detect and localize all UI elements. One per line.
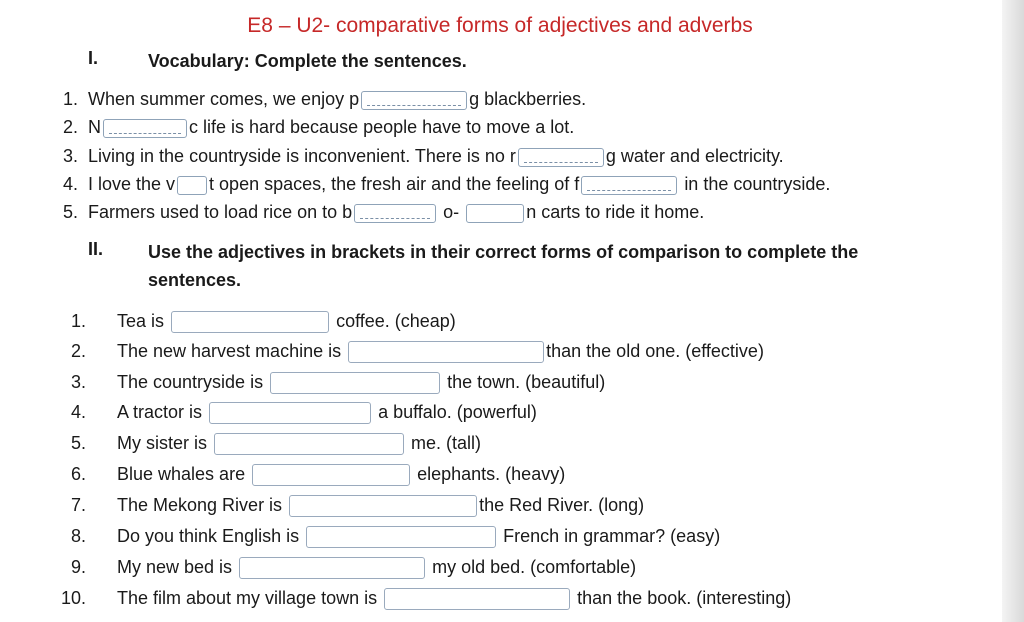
vocab-item-number: 4. xyxy=(62,174,78,194)
page-edge-shadow xyxy=(1002,0,1024,622)
comparison-item-1 xyxy=(60,308,990,334)
comparison-answer-box[interactable] xyxy=(289,495,477,517)
comparison-item-text: elephants. (heavy) xyxy=(417,464,566,484)
comparison-item-text: the Red River. (long) xyxy=(479,495,645,515)
comparison-item-text: The film about my village town is xyxy=(117,588,378,608)
comparison-item-text: The Mekong River is xyxy=(117,495,283,515)
comparison-item-text: the town. (beautiful) xyxy=(447,372,606,392)
vocab-item-1 xyxy=(50,86,990,112)
comparison-item-5 xyxy=(60,430,990,456)
comparison-item-3 xyxy=(60,369,990,395)
comparison-item-number: 1. xyxy=(70,311,86,331)
vocab-item-number: 1. xyxy=(62,89,78,109)
vocab-answer-box[interactable] xyxy=(361,91,467,110)
comparison-item-number: 4. xyxy=(70,402,86,422)
vocab-item-text: g water and electricity. xyxy=(605,146,784,166)
comparison-answer-box[interactable] xyxy=(270,372,440,394)
comparison-item-text: than the book. (interesting) xyxy=(577,588,792,608)
vocab-answer-box[interactable] xyxy=(177,176,207,195)
comparison-item-2 xyxy=(60,338,990,364)
vocab-item-text: c life is hard because people have to move a lot. xyxy=(189,117,575,137)
comparison-item-text: than the old one. (effective) xyxy=(546,341,764,361)
comparison-answer-box[interactable] xyxy=(171,311,329,333)
worksheet-title: E8 – U2- comparative forms of adjectives and adverbs xyxy=(247,14,753,37)
vocab-item-2 xyxy=(50,114,990,140)
vocab-answer-box[interactable] xyxy=(581,176,677,195)
comparison-answer-box[interactable] xyxy=(348,341,544,363)
comparison-item-text: The new harvest machine is xyxy=(117,341,342,361)
vocab-item-text: o- xyxy=(443,202,460,222)
vocab-item-5 xyxy=(50,199,990,225)
comparison-item-8 xyxy=(60,523,990,549)
vocab-item-text: When summer comes, we enjoy p xyxy=(88,89,360,109)
comparison-item-4 xyxy=(60,399,990,425)
vocab-item-text: N xyxy=(88,117,101,137)
comparison-item-text: coffee. (cheap) xyxy=(336,311,456,331)
comparison-item-number: 7. xyxy=(70,495,86,515)
comparison-answer-box[interactable] xyxy=(209,402,371,424)
comparison-item-number: 5. xyxy=(70,433,86,453)
vocab-item-text: I love the v xyxy=(88,174,176,194)
comparison-item-number: 2. xyxy=(70,341,86,361)
comparison-item-number: 10. xyxy=(60,588,86,608)
vocab-item-text: g blackberries. xyxy=(469,89,587,109)
vocab-item-text: Living in the countryside is inconvenient. There is no r xyxy=(88,146,516,166)
comparison-item-text: me. (tall) xyxy=(411,433,482,453)
comparison-item-text: a buffalo. (powerful) xyxy=(378,402,537,422)
vocab-answer-box[interactable] xyxy=(354,204,436,223)
section-2-header xyxy=(88,239,948,295)
comparison-item-6 xyxy=(60,461,990,487)
comparison-item-text: A tractor is xyxy=(117,402,203,422)
vocab-item-text: Farmers used to load rice on to b xyxy=(88,202,353,222)
vocab-item-number: 5. xyxy=(62,202,78,222)
comparison-item-text: My sister is xyxy=(117,433,207,453)
comparison-item-text: my old bed. (comfortable) xyxy=(432,557,637,577)
vocab-answer-box[interactable] xyxy=(518,148,604,167)
comparison-answer-box[interactable] xyxy=(306,526,496,548)
comparison-item-text: My new bed is xyxy=(117,557,233,577)
vocab-item-number: 2. xyxy=(62,117,78,137)
comparison-item-9 xyxy=(60,554,990,580)
comparison-item-text: The countryside is xyxy=(117,372,264,392)
section-1-header xyxy=(88,48,888,75)
vocab-item-4 xyxy=(50,171,1000,197)
comparison-item-number: 3. xyxy=(70,372,86,392)
vocab-item-text: n carts to ride it home. xyxy=(526,202,705,222)
section-2-heading: sentences. xyxy=(148,270,242,290)
comparison-item-number: 8. xyxy=(70,526,86,546)
section-2-roman: II. xyxy=(88,239,104,259)
vocab-answer-box[interactable] xyxy=(103,119,187,138)
section-2-heading: Use the adjectives in brackets in their correct forms of comparison to complete the xyxy=(148,242,859,262)
vocab-item-number: 3. xyxy=(62,146,78,166)
comparison-answer-box[interactable] xyxy=(252,464,410,486)
vocab-item-text: t open spaces, the fresh air and the feeling of f xyxy=(209,174,580,194)
comparison-answer-box[interactable] xyxy=(384,588,570,610)
comparison-item-text: French in grammar? (easy) xyxy=(503,526,721,546)
comparison-item-text: Tea is xyxy=(117,311,165,331)
comparison-item-7 xyxy=(60,492,990,518)
comparison-item-text: Blue whales are xyxy=(117,464,246,484)
section-1-heading: Vocabulary: Complete the sentences. xyxy=(148,51,467,71)
vocab-item-text: in the countryside. xyxy=(684,174,831,194)
comparison-item-number: 9. xyxy=(70,557,86,577)
vocab-answer-box[interactable] xyxy=(466,204,524,223)
comparison-answer-box[interactable] xyxy=(214,433,404,455)
section-1-roman: I. xyxy=(88,48,99,68)
vocab-item-3 xyxy=(50,143,990,169)
comparison-item-number: 6. xyxy=(70,464,86,484)
comparison-item-10 xyxy=(60,585,1000,611)
comparison-item-text: Do you think English is xyxy=(117,526,300,546)
comparison-answer-box[interactable] xyxy=(239,557,425,579)
